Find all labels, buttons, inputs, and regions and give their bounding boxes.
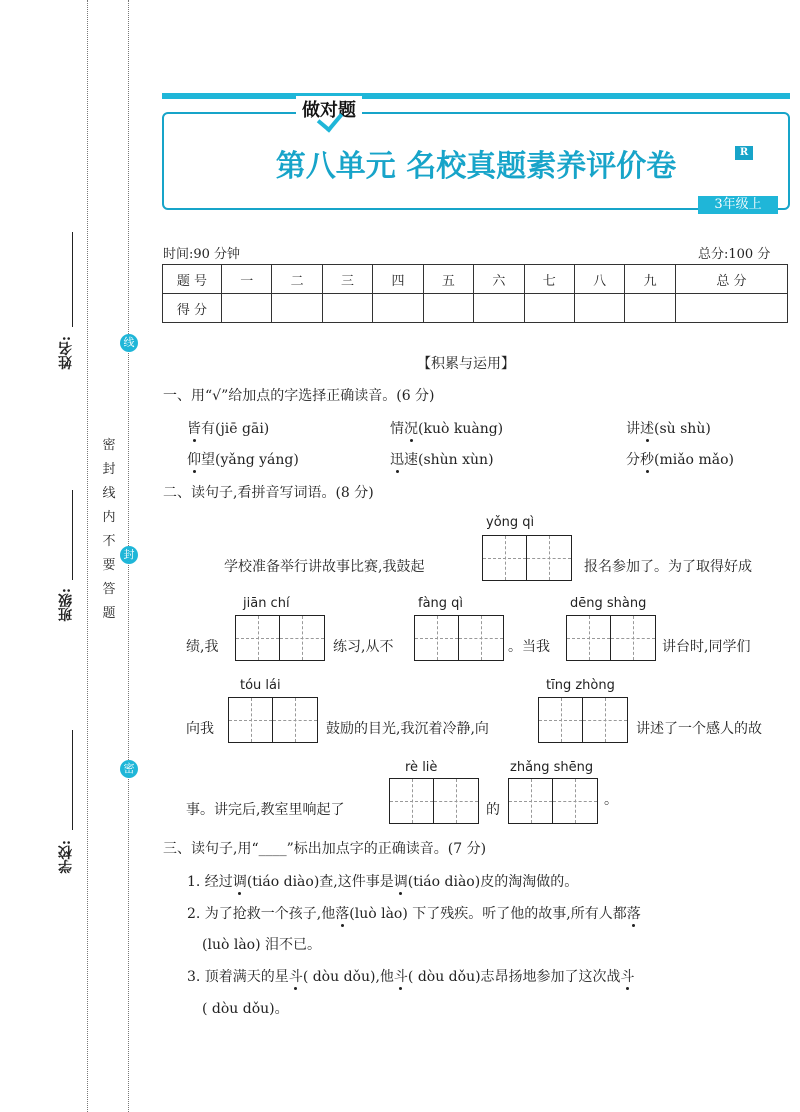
table-cell: 七 — [524, 265, 574, 294]
writing-grid[interactable] — [482, 535, 572, 581]
table-cell: 三 — [322, 265, 372, 294]
name-label: 姓名: — [58, 336, 74, 370]
question-3-title: 三、读句子,用“____”标出加点字的正确读音。(7 分) — [163, 841, 487, 857]
passage-text: 学校准备举行讲故事比赛,我鼓起 — [224, 559, 425, 575]
passage-text: 讲述了一个感人的故 — [636, 721, 762, 737]
q1-item: 仰望(yǎng yáng) — [187, 452, 299, 468]
table-cell: 九 — [625, 265, 675, 294]
q1-item: 皆有(jiē gāi) — [187, 421, 270, 437]
time-limit: 时间:90 分钟 — [163, 247, 241, 262]
table-cell: 得 分 — [163, 294, 222, 323]
school-label: 学校: — [58, 840, 74, 874]
pinyin-label: dēng shàng — [570, 596, 647, 611]
score-cell[interactable] — [322, 294, 372, 323]
score-cell[interactable] — [222, 294, 272, 323]
score-cell[interactable] — [574, 294, 624, 323]
passage-text: 鼓励的目光,我沉着冷静,向 — [326, 721, 489, 737]
table-cell: 六 — [474, 265, 524, 294]
passage-text: 。 — [604, 792, 618, 808]
q1-item: 分秒(miǎo mǎo) — [626, 452, 734, 468]
pinyin-label: jiān chí — [243, 596, 290, 611]
q1-item: 情况(kuò kuàng) — [390, 421, 504, 437]
grade-tag: 3年级上 — [698, 196, 778, 214]
table-row — [163, 294, 788, 323]
writing-grid[interactable] — [235, 615, 325, 661]
pinyin-label: zhǎng shēng — [510, 760, 594, 775]
table-cell: 五 — [423, 265, 473, 294]
score-cell[interactable] — [625, 294, 675, 323]
question-1-title: 一、用“√”给加点的字选择正确读音。(6 分) — [163, 388, 435, 404]
writing-grid[interactable] — [566, 615, 656, 661]
name-field[interactable] — [72, 232, 73, 327]
writing-grid[interactable] — [228, 697, 318, 743]
passage-text: 的 — [486, 802, 500, 818]
passage-text: 练习,从不 — [333, 639, 394, 655]
pinyin-label: tīng zhòng — [546, 678, 615, 693]
q1-item: 迅速(shùn xùn) — [390, 452, 494, 468]
pinyin-label: rè liè — [405, 760, 438, 775]
writing-grid[interactable] — [389, 778, 479, 824]
class-field[interactable] — [72, 490, 73, 580]
score-cell[interactable] — [524, 294, 574, 323]
q3-sentence-3-cont: ( dòu dǒu)。 — [202, 1001, 289, 1017]
table-row — [163, 265, 788, 294]
page-title: 第八单元 名校真题素养评价卷 — [275, 149, 677, 184]
header-bar — [162, 93, 790, 99]
q3-sentence-2-cont: (luò lào) 泪不已。 — [202, 937, 321, 953]
section-title: 【积累与运用】 — [417, 356, 515, 372]
q1-item: 讲述(sù shù) — [626, 421, 711, 437]
seal-badge-secret: 密 — [120, 760, 138, 778]
writing-grid[interactable] — [508, 778, 598, 824]
score-cell[interactable] — [474, 294, 524, 323]
table-cell: 一 — [222, 265, 272, 294]
edition-badge: R — [735, 146, 753, 160]
table-cell: 二 — [272, 265, 322, 294]
pinyin-label: tóu lái — [240, 678, 281, 693]
q3-sentence-2: 2. 为了抢救一个孩子,他落(luò lào) 下了残疾。听了他的故事,所有人都落 — [187, 906, 641, 922]
table-cell: 题 号 — [163, 265, 222, 294]
seal-badge-line: 线 — [120, 334, 138, 352]
passage-text: 报名参加了。为了取得好成 — [584, 559, 752, 575]
class-label: 班级: — [58, 588, 74, 622]
score-cell[interactable] — [272, 294, 322, 323]
passage-text: 。当我 — [508, 639, 550, 655]
score-cell[interactable] — [675, 294, 787, 323]
total-score: 总分:100 分 — [698, 247, 771, 262]
pinyin-label: fàng qì — [418, 596, 464, 611]
writing-grid[interactable] — [414, 615, 504, 661]
q3-sentence-3: 3. 顶着满天的星斗( dòu dǒu),他斗( dòu dǒu)志昂扬地参加了这次战斗 — [187, 969, 635, 985]
passage-text: 讲台时,同学们 — [662, 639, 751, 655]
school-field[interactable] — [72, 730, 73, 830]
question-2-title: 二、读句子,看拼音写词语。(8 分) — [163, 485, 374, 501]
brand-logo: 做对题 — [296, 96, 362, 122]
score-cell[interactable] — [373, 294, 423, 323]
table-cell: 总 分 — [675, 265, 787, 294]
seal-badge-seal: 封 — [120, 546, 138, 564]
fold-line-left — [87, 0, 88, 1112]
passage-text: 向我 — [186, 721, 214, 737]
writing-grid[interactable] — [538, 697, 628, 743]
pinyin-label: yǒng qì — [486, 515, 535, 530]
passage-text: 绩,我 — [186, 639, 219, 655]
q3-sentence-1: 1. 经过调(tiáo diào)查,这件事是调(tiáo diào)皮的淘淘做的。 — [187, 874, 579, 890]
passage-text: 事。讲完后,教室里响起了 — [186, 802, 345, 818]
score-cell[interactable] — [423, 294, 473, 323]
score-table — [162, 264, 788, 323]
seal-warning: 密 封 线 内 不 要 答 题 — [102, 438, 116, 621]
table-cell: 四 — [373, 265, 423, 294]
table-cell: 八 — [574, 265, 624, 294]
